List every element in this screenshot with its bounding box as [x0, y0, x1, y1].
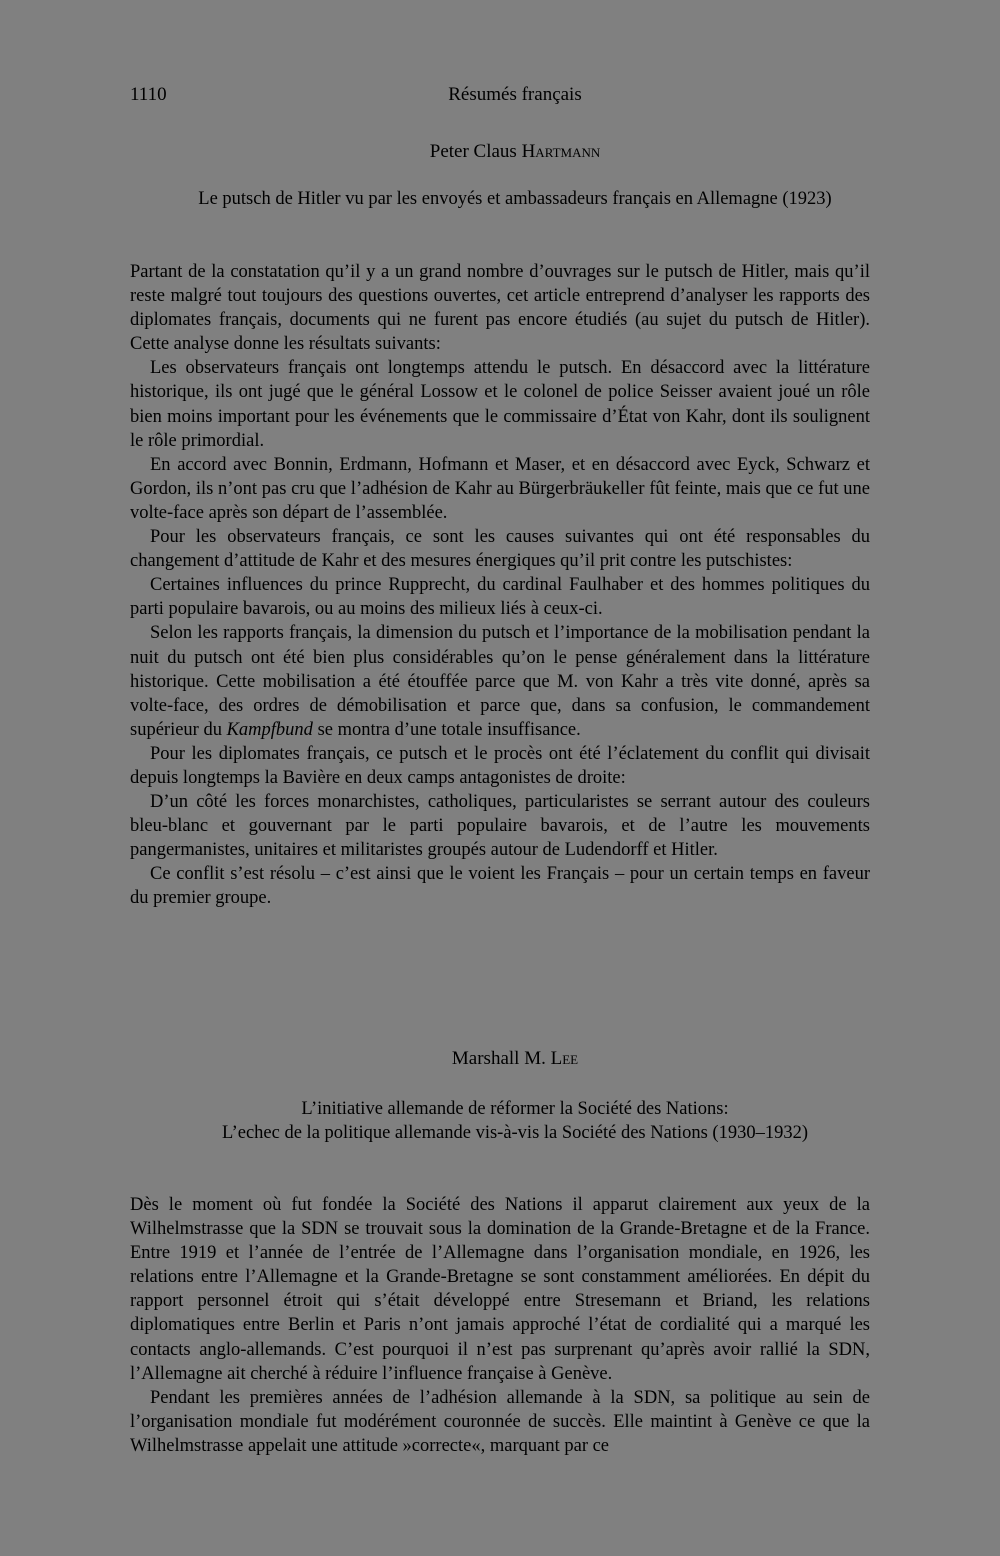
article1-paragraph: En accord avec Bonnin, Erdmann, Hofmann et Maser, et en désaccord avec Eyck, Schwarz et Gordon, ils n’ont pas cru que l’adhésion de Kahr au Bürgerbräukeller fût feinte, mais que ce fut une volte-face après son départ de l’assemblée.	[130, 454, 870, 523]
running-title: Résumés français	[448, 84, 582, 105]
article2-paragraph: Dès le moment où fut fondée la Société des Nations il apparut clairement aux yeux de la Wilhelmstrasse que la SDN se trouvait sous la domination de la Grande-Bretagne et de la France. Entre 1919 et l’année de l’entrée de l’Allemagne dans l’organisation mondiale, en 1926, les relations entre l’Allemagne et la Grande-Bretagne se sont constamment améliorées. En dépit du rapport personnel étroit qui s’était développé entre Stresemann et Briand, les relations diplomatiques entre Berlin et Paris n’ont jamais approché l’état de cordialité qui a marqué les contacts anglo-allemands. C’est pourquoi il n’est pas surprenant qu’après avoir rallié la SDN, l’Allemagne ait cherché à réduire l’influence française à Genève.	[130, 1195, 870, 1384]
article1-body	[130, 260, 870, 911]
article2-author-first: Marshall M.	[451, 1048, 551, 1069]
article1-paragraph-tail: se montra d’une totale insuffisance.	[312, 719, 581, 740]
article1-paragraph: Partant de la constatation qu’il y a un grand nombre d’ouvrages sur le putsch de Hitler, mais qu’il reste malgré tout toujours des questions ouvertes, cet article entreprend d’analyser les rapports des diplomates français, documents qui ne furent pas encore étudiés (au sujet du putsch de Hitler). Cette analyse donne les résultats suivants:	[130, 262, 870, 355]
article2-title	[130, 1097, 870, 1145]
article2-author-last: Lee	[550, 1048, 579, 1069]
article2-author	[130, 1048, 870, 1070]
article1-paragraph-text: Selon les rapports français, la dimension du putsch et l’importance de la mobilisation pendant la nuit du putsch ont été bien plus considérables qu’on le pense généralement dans la littérature historique. Cette mobilisation a été étouffée parce que M. von Kahr a très vite donné, après sa volte-face, des ordres de démobilisation et parce que, dans sa confusion, le commandement supérieur du	[130, 623, 870, 740]
article1-author-first: Peter Claus	[429, 141, 522, 162]
article1-paragraph: Pour les diplomates français, ce putsch et le procès ont été l’éclatement du conflit qui divisait depuis longtemps la Bavière en deux camps antagonistes de droite:	[130, 743, 870, 788]
article1-paragraph: Les observateurs français ont longtemps attendu le putsch. En désaccord avec la littérature historique, ils ont jugé que le général Lossow et le colonel de police Seisser avaient joué un rôle bien moins important pour les événements que le commissaire d’État von Kahr, dont ils soulignent le rôle primordial.	[130, 358, 870, 451]
page-header	[130, 84, 870, 114]
article2-title-line1: L’initiative allemande de réformer la Société des Nations:	[301, 1099, 729, 1119]
article2-paragraph: Pendant les premières années de l’adhésion allemande à la SDN, sa politique au sein de l’organisation mondiale fut modérément couronnée de succès. Elle maintint à Genève ce que la Wilhelmstrasse appelait une attitude »correcte«, marquant par ce	[130, 1387, 870, 1456]
article1-paragraph: Pour les observateurs français, ce sont les causes suivantes qui ont été responsables du changement d’attitude de Kahr et des mesures énergiques qu’il prit contre les putschistes:	[130, 527, 870, 572]
article2-body	[130, 1193, 870, 1458]
article1-paragraph: D’un côté les forces monarchistes, catholiques, particularistes se serrant autour des couleurs bleu-blanc et gouvernant par le parti populaire bavarois, et de l’autre les mouvements pangermanistes, unitaires et militaristes groupés autour de Ludendorff et Hitler.	[130, 792, 870, 861]
article1-title: Le putsch de Hitler vu par les envoyés et ambassadeurs français en Allemagne (1923)	[198, 189, 832, 209]
article1-author	[130, 141, 870, 163]
article1-author-last: Hartmann	[521, 141, 601, 162]
article1-paragraph	[130, 621, 870, 741]
article1-paragraph: Ce conflit s’est résolu – c’est ainsi que le voient les Français – pour un certain temps en faveur du premier groupe.	[130, 864, 870, 909]
kampfbund-term: Kampfbund	[226, 719, 313, 740]
article1-paragraph: Certaines influences du prince Rupprecht, du cardinal Faulhaber et des hommes politiques du parti populaire bavarois, ou au moins des milieux liés à ceux-ci.	[130, 575, 870, 620]
article2-title-line2: L’echec de la politique allemande vis-à-vis la Société des Nations (1930–1932)	[221, 1123, 808, 1143]
page-number: 1110	[130, 84, 167, 105]
